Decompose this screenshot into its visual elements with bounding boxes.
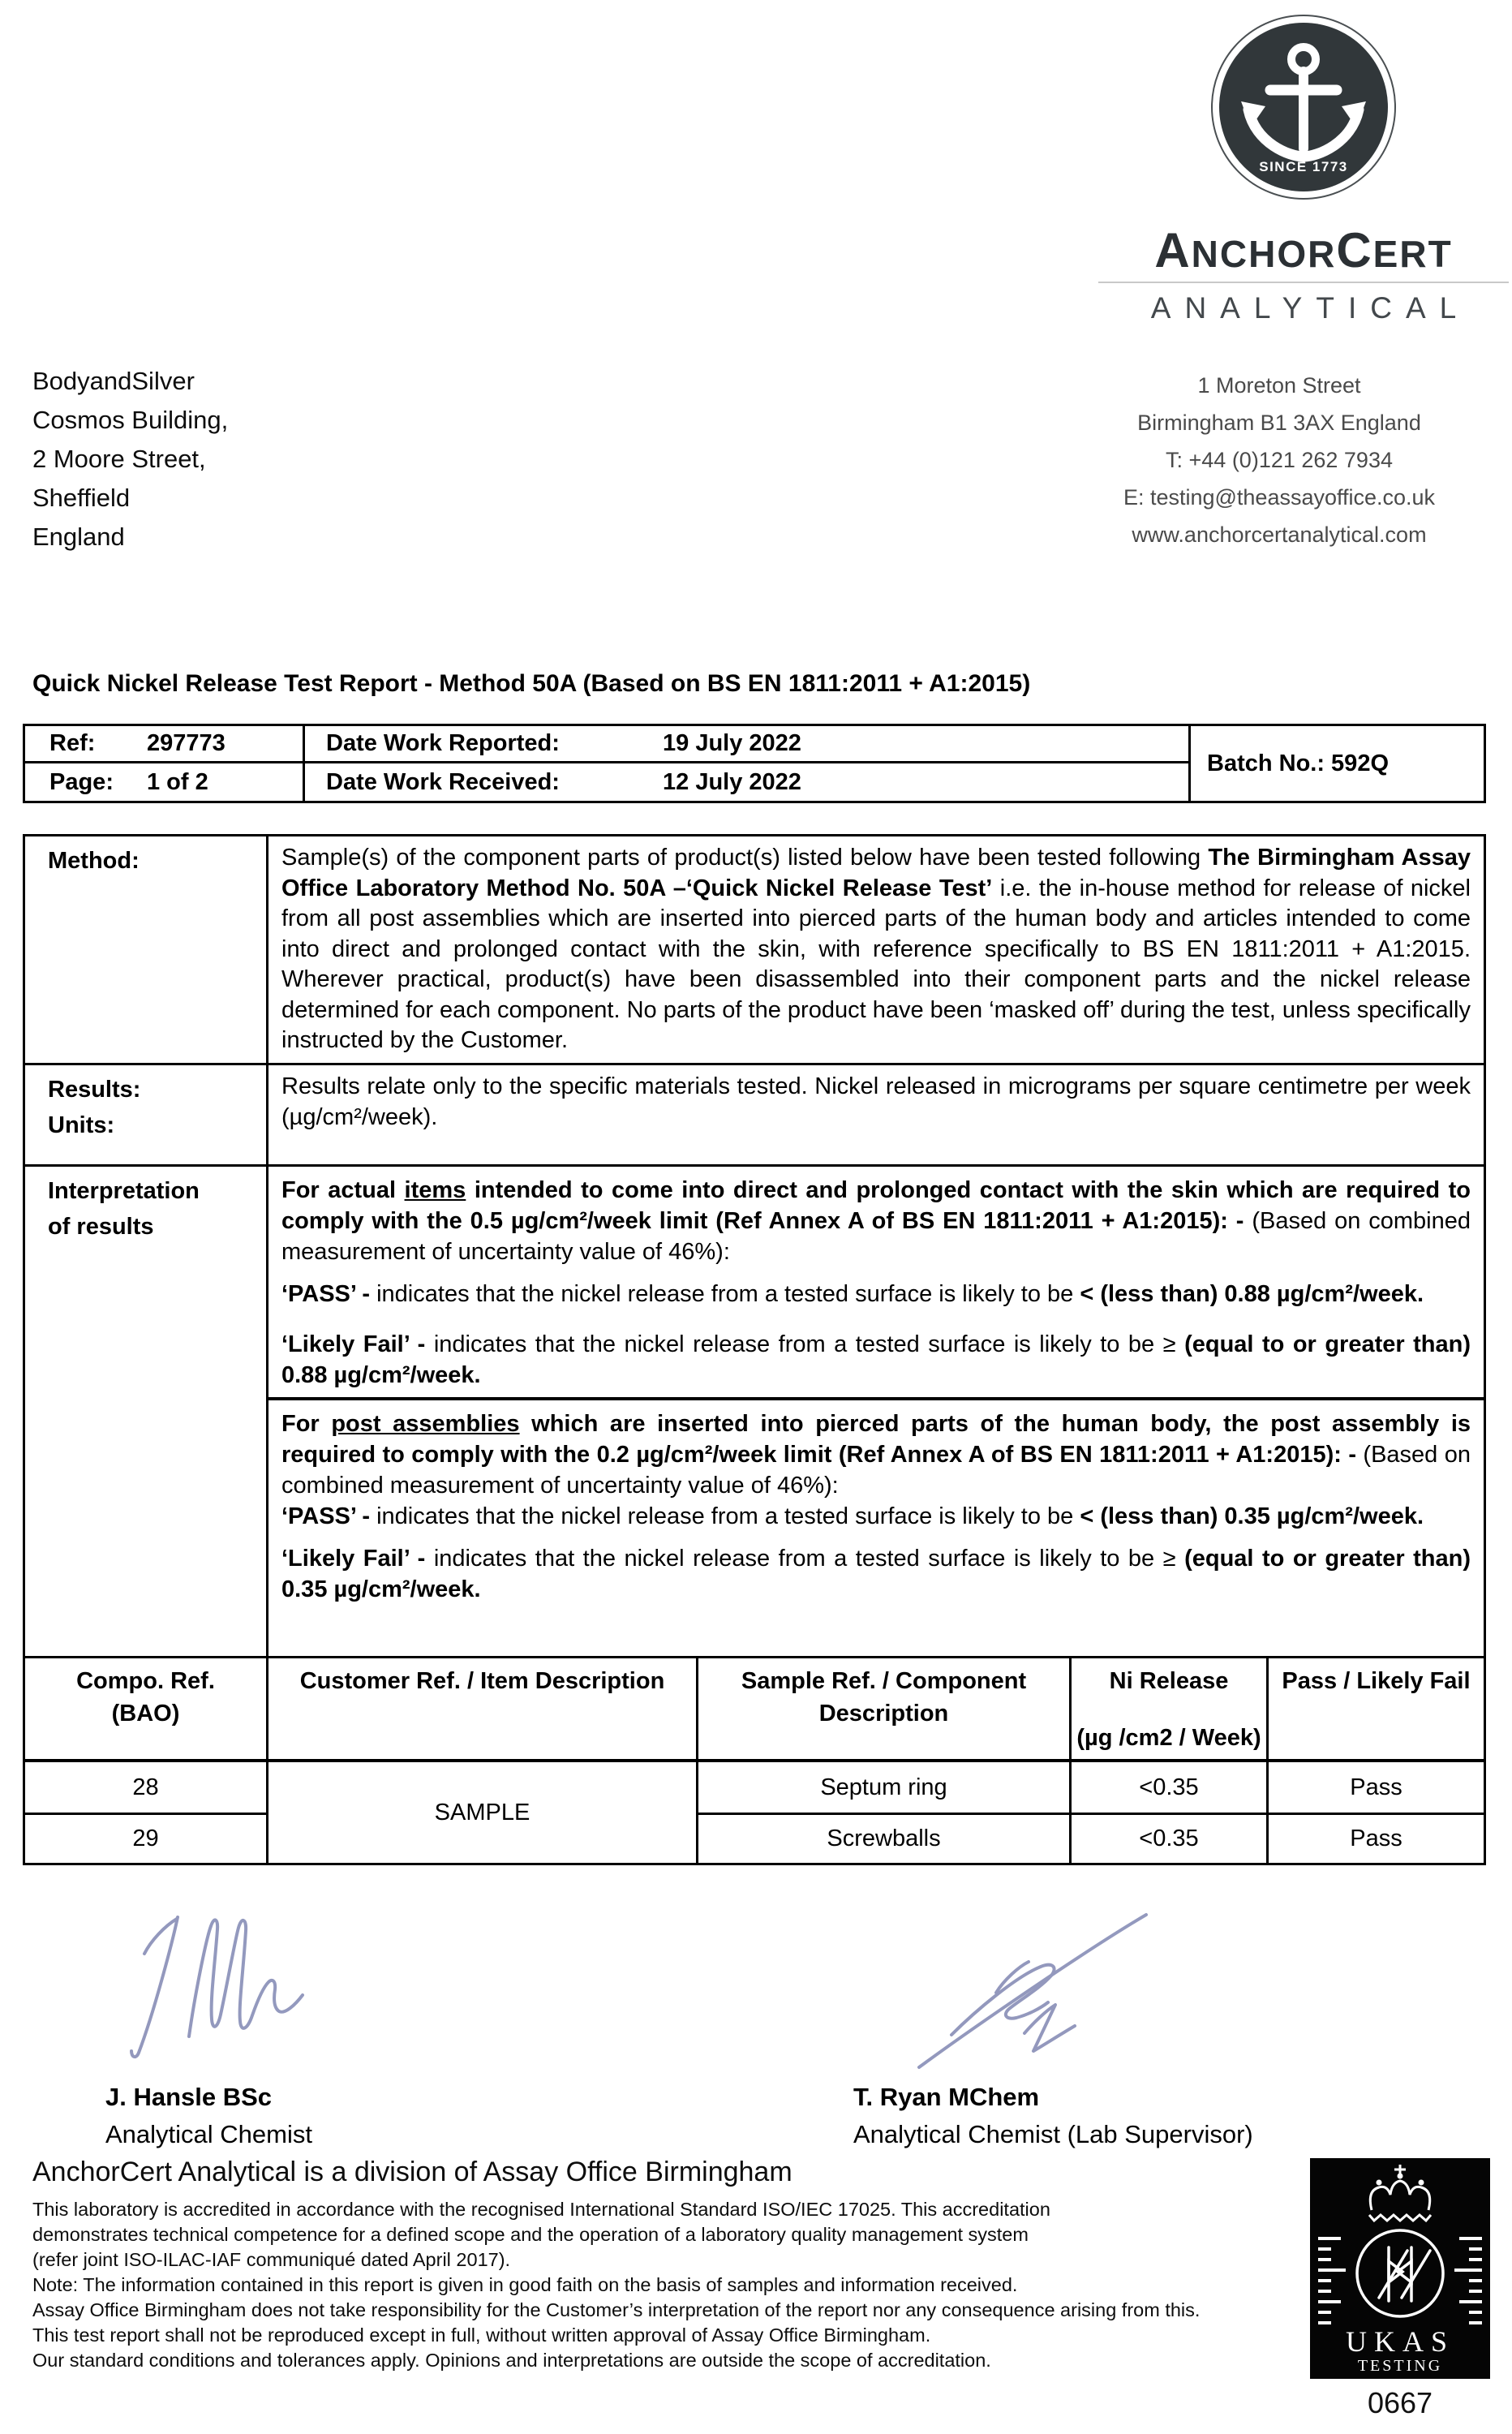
footnote-line: demonstrates technical competence for a defined scope and the operation of a laboratory quality management system bbox=[32, 2224, 1029, 2245]
ukas-text: UKAS bbox=[1345, 2325, 1455, 2358]
signature-right bbox=[874, 1889, 1223, 2088]
division-statement: AnchorCert Analytical is a division of Assay Office Birmingham bbox=[32, 2157, 793, 2187]
logo-divider bbox=[1098, 282, 1509, 283]
header-compo-line2: (BAO) bbox=[111, 1701, 180, 1727]
ref-value: 297773 bbox=[147, 730, 226, 756]
lab-website: www.anchorcertanalytical.com bbox=[1132, 522, 1427, 547]
signatory-left bbox=[105, 2079, 312, 2153]
interpretation-label-line2: of results bbox=[48, 1214, 154, 1240]
ukas-accreditation bbox=[1310, 2158, 1490, 2420]
customer-address-line: BodyandSilver bbox=[32, 367, 195, 395]
signatory-right-role: Analytical Chemist (Lab Supervisor) bbox=[853, 2120, 1253, 2148]
header-sample-line1: Sample Ref. / Component bbox=[741, 1668, 1027, 1694]
results-units-cell bbox=[268, 1065, 1484, 1164]
footnote-line: Note: The information contained in this report is given in good faith on the basis of samples and information received. bbox=[32, 2274, 1018, 2295]
signatory-left-name: J. Hansle BSc bbox=[105, 2083, 273, 2111]
signatory-right-name: T. Ryan MChem bbox=[853, 2083, 1040, 2111]
method-paragraph: Sample(s) of the component parts of product(s) listed below have been tested following The Birmingham Assay Office Laboratory Method No. 50A –‘Quick Nickel Release Test’ i.e. the in-house method for release of nickel from all post assemblies which are inserted into pierced parts of the human body and articles intended to come into direct and prolonged contact with the skin, with reference specifically to BS EN 1811:2011 + A1:2015. Wherever practical, product(s) have been disassembled into their component parts and the nickel release determined for each component. No parts of the product have been ‘masked off’ during the test, unless specifically instructed by the Customer. bbox=[281, 845, 1471, 1053]
row1-sample: Septum ring bbox=[698, 1762, 1072, 1813]
row2-sample: Screwballs bbox=[698, 1813, 1072, 1863]
ref-label: Ref: bbox=[49, 730, 96, 756]
date-reported-value: 19 July 2022 bbox=[663, 730, 801, 756]
interpretation-label-line1: Interpretation bbox=[48, 1178, 200, 1204]
customer-address-line: England bbox=[32, 522, 125, 551]
date-received-value: 12 July 2022 bbox=[663, 768, 801, 795]
logo-since-text: SINCE 1773 bbox=[1259, 159, 1348, 174]
page-cell bbox=[25, 763, 305, 801]
date-received-label: Date Work Received: bbox=[326, 768, 560, 795]
customer-ref-cell: SAMPLE bbox=[268, 1762, 698, 1863]
signatory-right bbox=[853, 2079, 1253, 2153]
lab-address-line: 1 Moreton Street bbox=[1197, 373, 1361, 398]
interp-post-block bbox=[268, 1397, 1484, 1611]
row1-result: Pass bbox=[1350, 1774, 1402, 1800]
units-label: Units: bbox=[48, 1112, 115, 1138]
ukas-number: 0667 bbox=[1367, 2386, 1433, 2419]
wordmark-ert: ERT bbox=[1372, 233, 1453, 275]
ref-cell bbox=[25, 726, 305, 763]
interp-items-paragraph: For actual items intended to come into direct and prolonged contact with the skin which are required to comply with the 0.5 µg/cm²/week limit (Ref Annex A of BS EN 1811:2011 + A1:2015): - (Based on combined measurement of uncertainty value of 46%): bbox=[281, 1177, 1471, 1265]
interp-items-block bbox=[268, 1167, 1484, 1397]
page-label: Page: bbox=[49, 768, 114, 795]
results-label: Results: bbox=[48, 1077, 141, 1103]
interp-post-fail: ‘Likely Fail’ - indicates that the nickel release from a tested surface is likely to be ≥ (equal to or greater than) 0.35 µg/cm²/week. bbox=[281, 1546, 1471, 1602]
header-ni-release bbox=[1072, 1658, 1269, 1762]
footnote-line: Assay Office Birmingham does not take responsibility for the Customer’s interpretation of the report nor any consequence arising from this. bbox=[32, 2299, 1201, 2320]
method-cell bbox=[268, 836, 1484, 1063]
header-ni-line1: Ni Release bbox=[1109, 1668, 1229, 1694]
row2-result: Pass bbox=[1269, 1813, 1484, 1863]
reference-table bbox=[23, 724, 1486, 803]
report-title: Quick Nickel Release Test Report - Method 50A (Based on BS EN 1811:2011 + A1:2015) bbox=[32, 670, 1031, 697]
anchorcert-logo bbox=[1095, 12, 1512, 325]
footnotes bbox=[32, 2197, 1200, 2373]
interpretation-cell bbox=[268, 1167, 1484, 1656]
customer-address bbox=[32, 362, 228, 557]
header-compo-line1: Compo. Ref. bbox=[76, 1668, 215, 1694]
lab-email: E: testing@theassayoffice.co.uk bbox=[1123, 485, 1436, 510]
customer-address-line: 2 Moore Street, bbox=[32, 445, 206, 473]
date-reported-cell bbox=[305, 726, 1191, 763]
results-units-paragraph: Results relate only to the specific materials tested. Nickel released in micrograms per square centimetre per week (µg/cm²/week). bbox=[281, 1073, 1471, 1130]
method-label: Method: bbox=[25, 836, 268, 1063]
lab-address-line: Birmingham B1 3AX England bbox=[1137, 411, 1421, 435]
results-grid bbox=[25, 1656, 1484, 1863]
row1-compo: 28 bbox=[25, 1762, 268, 1813]
customer-address-line: Cosmos Building, bbox=[32, 406, 229, 434]
date-reported-label: Date Work Reported: bbox=[326, 730, 560, 756]
page-value: 1 of 2 bbox=[147, 768, 208, 795]
footnote-line: This test report shall not be reproduced except in full, without written approval of Assay Office Birmingham. bbox=[32, 2324, 931, 2346]
header-customer-ref: Customer Ref. / Item Description bbox=[268, 1658, 698, 1762]
header-sample-line2: Description bbox=[818, 1701, 949, 1727]
ukas-testing-logo bbox=[1310, 2158, 1490, 2379]
lab-contact bbox=[1067, 367, 1491, 553]
footnote-line: (refer joint ISO-ILAC-IAF communiqué dated April 2017). bbox=[32, 2249, 511, 2270]
ukas-testing-text: TESTING bbox=[1357, 2357, 1443, 2375]
results-units-label bbox=[25, 1065, 268, 1164]
date-received-cell bbox=[305, 763, 1191, 801]
signature-left bbox=[96, 1892, 363, 2083]
header-compo-ref bbox=[25, 1658, 268, 1762]
interp-post-pass: ‘PASS’ - indicates that the nickel release from a tested surface is likely to be < (less than) 0.35 µg/cm²/week. bbox=[281, 1503, 1424, 1529]
footnote-line: This laboratory is accredited in accordance with the recognised International Standard ISO/IEC 17025. This accreditation bbox=[32, 2199, 1050, 2220]
batch-number: Batch No.: 592Q bbox=[1207, 750, 1389, 776]
wordmark-nchor: NCHOR bbox=[1191, 233, 1337, 275]
row2-ni: <0.35 bbox=[1072, 1813, 1269, 1863]
interp-items-pass: ‘PASS’ - indicates that the nickel release from a tested surface is likely to be < (less than) 0.88 µg/cm²/week. bbox=[281, 1281, 1424, 1307]
interpretation-row bbox=[25, 1164, 1484, 1656]
logo-wordmark bbox=[1095, 223, 1512, 277]
interpretation-label bbox=[25, 1167, 268, 1656]
interp-items-fail: ‘Likely Fail’ - indicates that the nickel release from a tested surface is likely to be ≥ (equal to or greater than) 0.88 µg/cm²/week. bbox=[281, 1331, 1471, 1388]
results-units-row bbox=[25, 1063, 1484, 1164]
wordmark-a: A bbox=[1154, 223, 1192, 277]
header-pass-fail: Pass / Likely Fail bbox=[1269, 1658, 1484, 1762]
customer-address-line: Sheffield bbox=[32, 484, 131, 512]
header-ni-units: (µg /cm2 / Week) bbox=[1076, 1725, 1261, 1751]
row2-compo: 29 bbox=[25, 1813, 268, 1863]
footnote-line: Our standard conditions and tolerances apply. Opinions and interpretations are outside the scope of accreditation. bbox=[32, 2350, 991, 2371]
wordmark-c: C bbox=[1336, 223, 1373, 277]
logo-analytical-text: ANALYTICAL bbox=[1150, 291, 1471, 325]
lab-phone: T: +44 (0)121 262 7934 bbox=[1166, 448, 1393, 472]
method-row bbox=[25, 836, 1484, 1063]
method-results-table bbox=[23, 834, 1486, 1865]
signatory-left-role: Analytical Chemist bbox=[105, 2120, 312, 2148]
anchor-icon bbox=[1209, 12, 1398, 205]
row1-ni: <0.35 bbox=[1072, 1762, 1269, 1813]
interp-post-paragraph: For post assemblies which are inserted into pierced parts of the human body, the post assembly is required to comply with the 0.2 µg/cm²/week limit (Ref Annex A of BS EN 1811:2011 + A1:2015): - (Based on combined measurement of uncertainty value of 46%): bbox=[281, 1411, 1471, 1499]
header-sample-ref bbox=[698, 1658, 1072, 1762]
